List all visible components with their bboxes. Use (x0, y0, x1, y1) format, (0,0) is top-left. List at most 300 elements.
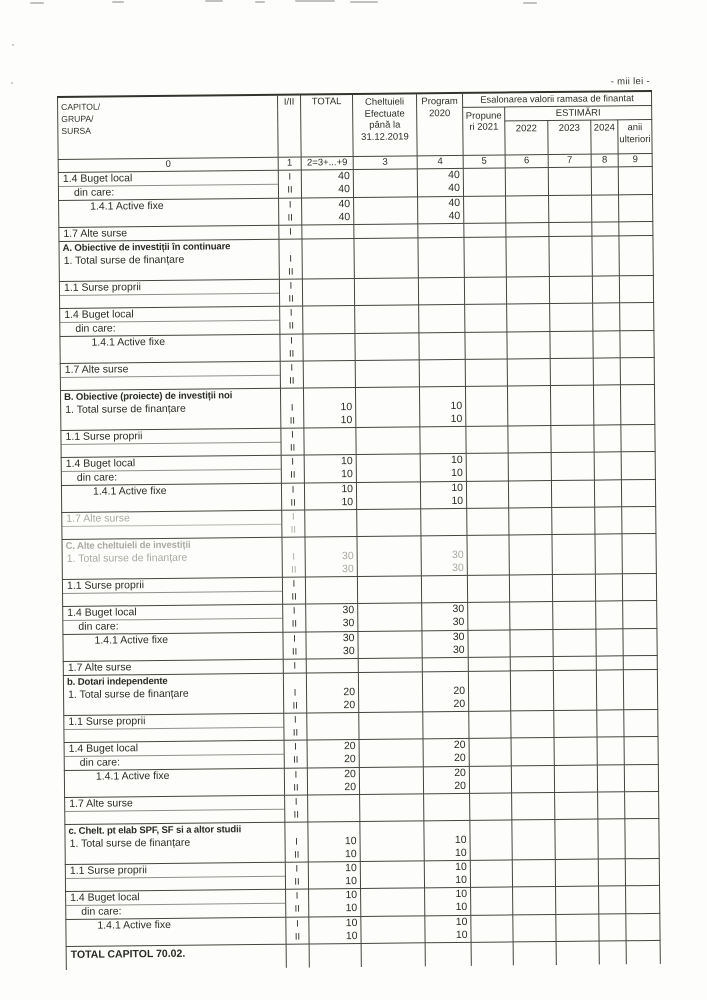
cell-propuneri-2021 (465, 386, 507, 426)
cell-program-2020 (425, 942, 471, 966)
cell-2024 (596, 601, 623, 629)
header-capitol-grupa-sursa (58, 95, 279, 160)
cell-cheltuieli-2019 (360, 821, 424, 862)
cell-cheltuieli-2019 (358, 658, 422, 673)
cell-cheltuieli-2019 (359, 767, 423, 795)
cell-label: c. Chelt. pt elab SPF, SF si a altor studii 1. Total surse de finanțare (65, 822, 285, 864)
section-row (59, 235, 653, 281)
index-cell: 4 (417, 155, 463, 168)
cell-marker: I II (279, 198, 302, 225)
cell-2024 (599, 914, 626, 941)
cell-2024 (598, 819, 625, 859)
cell-marker: I II (284, 713, 307, 740)
cell-2022 (513, 914, 556, 941)
cell-propuneri-2021 (469, 738, 511, 766)
cell-propuneri-2021 (465, 359, 507, 386)
cell-propuneri-2021 (467, 535, 509, 575)
cell-cheltuieli-2019 (361, 916, 425, 944)
cell-2022 (507, 332, 550, 359)
cell-propuneri-2021 (469, 711, 511, 738)
cell-program-2020 (421, 508, 467, 535)
cell-marker: I II (286, 917, 309, 944)
section-row (60, 384, 654, 430)
header-sursa-line: SURSA (61, 125, 92, 136)
cell-total (309, 943, 361, 967)
cell-marker: I II (284, 768, 307, 795)
cell-program-2020: 10 10 (425, 887, 471, 915)
cell-total: 40 40 (302, 198, 354, 226)
cell-propuneri-2021 (466, 481, 508, 508)
cell-program-2020 (418, 223, 464, 237)
cell-2023 (550, 385, 593, 425)
cell-anii-ulteriori (625, 858, 659, 885)
table-header (58, 91, 653, 173)
cell-2022 (510, 602, 553, 630)
cell-program-2020: 10 10 (424, 820, 470, 860)
cell-cheltuieli-2019 (359, 739, 423, 768)
cell-propuneri-2021 (465, 332, 507, 359)
cell-program-2020: 20 20 (422, 671, 468, 711)
cell-total: 20 20 (307, 739, 359, 768)
cell-anii-ulteriori (624, 764, 658, 791)
cell-marker: I (283, 659, 306, 673)
cell-2022 (509, 508, 552, 535)
cell-total: 10 10 (303, 387, 355, 428)
cell-2024 (597, 737, 624, 765)
index-cell: 1 (278, 157, 301, 170)
cell-2022 (508, 453, 551, 481)
cell-2023 (554, 737, 597, 765)
cell-label: 1.4 Buget local din care: (60, 306, 280, 336)
cell-cheltuieli-2019 (356, 427, 420, 455)
cell-cheltuieli-2019 (358, 631, 422, 659)
cell-label: 1.1 Surse proprii (62, 577, 282, 606)
cell-program-2020 (419, 359, 465, 386)
cell-anii-ulteriori (620, 357, 654, 384)
cell-total (307, 712, 359, 740)
cell-2022 (508, 426, 551, 453)
scan-artifact (11, 82, 13, 84)
cell-marker: I II (283, 604, 306, 632)
cell-2022 (510, 630, 553, 657)
cell-2022 (508, 481, 551, 508)
cell-label: 1.1 Surse proprii (59, 279, 279, 308)
header-program-2020: Program 2020 (416, 93, 463, 156)
cell-2024 (593, 385, 620, 425)
cell-marker: I II (283, 673, 306, 713)
header-propuneri-2021: Propuneri 2021 (463, 107, 505, 155)
index-cell: 8 (591, 154, 618, 167)
cell-anii-ulteriori (622, 533, 656, 573)
cell-2023 (548, 167, 591, 195)
cell-cheltuieli-2019 (356, 482, 420, 510)
header-cheltuieli-efectuate: Cheltuieli Efectuate până la 31.12.2019 (352, 93, 417, 156)
cell-propuneri-2021 (465, 304, 507, 332)
cell-2024 (592, 236, 619, 276)
cell-2024 (599, 941, 626, 965)
cell-anii-ulteriori (626, 940, 660, 964)
cell-program-2020 (421, 575, 467, 602)
cell-cheltuieli-2019 (357, 576, 421, 604)
cell-label: 1.4 Buget local din care: (66, 889, 286, 919)
cell-anii-ulteriori (623, 600, 657, 628)
cell-2023 (553, 656, 596, 670)
cell-total: 10 10 (309, 916, 361, 944)
cell-2023 (553, 629, 596, 656)
header-i-ii: I/II (277, 95, 301, 158)
cell-program-2020 (423, 711, 469, 738)
cell-2024 (595, 574, 622, 601)
cell-total: 40 40 (301, 170, 353, 199)
index-cell: 0 (58, 157, 278, 172)
cell-label: 1.7 Alte surse (62, 510, 282, 539)
cell-propuneri-2021 (471, 887, 513, 915)
budget-table (57, 90, 661, 970)
cell-propuneri-2021 (469, 766, 511, 793)
cell-label: 1.7 Alte surse (59, 225, 279, 241)
cell-2023 (550, 358, 593, 385)
cell-2022 (511, 766, 554, 793)
header-2023: 2023 (548, 120, 591, 154)
cell-2023 (554, 710, 597, 737)
cell-anii-ulteriori (620, 330, 654, 357)
cell-total (302, 225, 354, 240)
header-esalonarea-group: Esalonarea valorii ramasa de finantat (462, 91, 651, 107)
cell-cheltuieli-2019 (361, 943, 425, 967)
cell-2023 (549, 276, 592, 303)
cell-program-2020 (424, 793, 470, 820)
cell-program-2020: 10 10 (420, 453, 466, 481)
cell-marker: I II (285, 822, 308, 862)
cell-cheltuieli-2019 (354, 278, 418, 306)
section-row (65, 818, 659, 864)
cell-total (302, 239, 354, 280)
cell-2024 (596, 670, 623, 710)
cell-marker: I II (282, 510, 305, 537)
cell-anii-ulteriori (622, 573, 656, 600)
cell-program-2020: 40 40 (417, 168, 463, 196)
cell-label: 1.1 Surse proprii (65, 862, 285, 891)
cell-marker: I II (279, 239, 302, 279)
scan-artifact (523, 2, 537, 4)
index-cell: 6 (505, 155, 548, 168)
cell-label: 1.1 Surse proprii (64, 713, 284, 742)
cell-2024 (598, 859, 625, 886)
cell-label: 1.7 Alte surse (60, 361, 280, 390)
cell-propuneri-2021 (468, 657, 510, 671)
cell-program-2020: 10 10 (425, 915, 471, 942)
cell-propuneri-2021 (468, 602, 510, 630)
cell-total: 20 20 (307, 767, 359, 795)
cell-cheltuieli-2019 (360, 794, 424, 822)
cell-total: 30 30 (306, 603, 358, 632)
cell-program-2020 (419, 304, 465, 332)
cell-2024 (597, 710, 624, 737)
cell-propuneri-2021 (464, 196, 506, 223)
cell-total (305, 509, 357, 537)
cell-program-2020: 10 10 (420, 481, 466, 508)
cell-cheltuieli-2019 (354, 238, 418, 279)
cell-propuneri-2021 (463, 168, 505, 196)
cell-label: 1.1 Surse proprii (61, 428, 281, 457)
cell-cheltuieli-2019 (354, 197, 418, 225)
cell-total (303, 333, 355, 361)
cell-2022 (506, 277, 549, 304)
cell-2023 (555, 792, 598, 819)
cell-2022 (509, 575, 552, 602)
header-total: TOTAL (300, 94, 353, 157)
scan-artifact (350, 1, 378, 3)
cell-cheltuieli-2019 (355, 360, 419, 388)
cell-2024 (592, 195, 619, 222)
cell-cheltuieli-2019 (360, 861, 424, 889)
cell-2023 (550, 331, 593, 358)
header-2022: 2022 (505, 121, 548, 155)
cell-2024 (596, 656, 623, 670)
cell-marker (286, 944, 309, 968)
cell-propuneri-2021 (468, 671, 510, 711)
cell-2022 (512, 859, 555, 886)
cell-label: b. Dotari independente 1. Total surse de finanțare (63, 673, 283, 715)
cell-2024 (593, 303, 620, 331)
section-row (62, 533, 656, 579)
cell-2022 (510, 671, 553, 711)
cell-program-2020: 20 20 (423, 738, 469, 766)
cell-cheltuieli-2019 (356, 454, 420, 483)
cell-anii-ulteriori (619, 275, 653, 302)
cell-total: 10 10 (309, 888, 361, 917)
cell-anii-ulteriori (621, 451, 655, 479)
cell-label: 1.7 Alte surse (65, 795, 285, 824)
cell-label: 1.4 Buget local din care: (64, 740, 284, 770)
cell-2023 (553, 601, 596, 629)
total-row (66, 940, 660, 970)
index-cell: 7 (548, 154, 591, 167)
cell-total (303, 360, 355, 388)
cell-label: 1.7 Alte surse (63, 659, 283, 675)
cell-anii-ulteriori (626, 885, 660, 913)
cell-2023 (549, 195, 592, 222)
cell-marker: I II (283, 632, 306, 659)
cell-label: 1.4.1 Active fixe (59, 198, 279, 227)
cell-2023 (552, 507, 595, 534)
cell-marker: I II (284, 740, 307, 768)
cell-2022 (507, 359, 550, 386)
cell-2024 (594, 425, 621, 452)
cell-anii-ulteriori (625, 818, 659, 858)
cell-program-2020: 40 40 (418, 196, 464, 223)
scan-artifact (205, 0, 223, 2)
cell-anii-ulteriori (622, 506, 656, 533)
cell-label: A. Obiective de investiții în continuare 1. Total surse de finanțare (59, 239, 279, 281)
cell-2024 (595, 534, 622, 574)
cell-2023 (555, 859, 598, 886)
cell-2024 (592, 276, 619, 303)
cell-propuneri-2021 (466, 453, 508, 481)
cell-2024 (594, 452, 621, 480)
cell-program-2020: 20 20 (423, 766, 469, 793)
cell-total (305, 576, 357, 604)
cell-label: C. Alte cheltuieli de investiții 1. Total surse de finanțare (62, 537, 282, 579)
cell-2023 (556, 886, 599, 914)
cell-propuneri-2021 (470, 793, 512, 820)
cell-2023 (551, 480, 594, 507)
cell-label: 1.4.1 Active fixe (60, 334, 280, 363)
cell-2022 (507, 304, 550, 332)
unit-note: - mii lei - (610, 75, 650, 88)
cell-anii-ulteriori (623, 669, 657, 709)
cell-propuneri-2021 (467, 508, 509, 535)
cell-label: B. Obiective (proiecte) de investiții noi 1. Total surse de finanțare (60, 388, 280, 430)
cell-marker: I II (280, 334, 303, 361)
cell-marker: I II (280, 361, 303, 388)
cell-total: 10 10 (308, 821, 360, 862)
cell-total: 10 10 (304, 482, 356, 510)
cell-2022 (513, 886, 556, 914)
cell-total: 10 10 (304, 454, 356, 483)
table-body (58, 166, 660, 969)
cell-cheltuieli-2019 (353, 169, 417, 198)
cell-2024 (593, 358, 620, 385)
cell-marker: I II (280, 306, 303, 334)
cell-2023 (555, 819, 598, 859)
cell-2022 (506, 196, 549, 223)
cell-program-2020: 30 30 (422, 630, 468, 657)
cell-2023 (551, 425, 594, 452)
cell-anii-ulteriori (621, 424, 655, 451)
cell-2024 (593, 331, 620, 358)
cell-anii-ulteriori (621, 479, 655, 506)
cell-2022 (506, 237, 549, 277)
cell-marker: I II (280, 388, 303, 428)
cell-anii-ulteriori (626, 913, 660, 940)
cell-2023 (552, 534, 595, 574)
cell-propuneri-2021 (470, 820, 512, 860)
cell-2022 (506, 223, 549, 237)
cell-total: 10 10 (308, 861, 360, 889)
cell-marker: I II (285, 795, 308, 822)
cell-propuneri-2021 (468, 630, 510, 657)
cell-propuneri-2021 (471, 942, 513, 966)
cell-cheltuieli-2019 (361, 888, 425, 917)
cell-marker: I (279, 225, 302, 239)
cell-2023 (549, 222, 592, 236)
cell-anii-ulteriori (623, 628, 657, 655)
cell-anii-ulteriori (624, 736, 658, 764)
cell-total (308, 794, 360, 822)
cell-2023 (550, 303, 593, 331)
cell-label: 1.4.1 Active fixe (61, 483, 281, 512)
cell-label: 1.4.1 Active fixe (64, 768, 284, 797)
cell-program-2020 (420, 426, 466, 453)
cell-anii-ulteriori (619, 194, 653, 221)
scan-artifact (255, 1, 265, 3)
cell-propuneri-2021 (471, 915, 513, 942)
cell-propuneri-2021 (464, 277, 506, 304)
index-cell: 3 (353, 156, 417, 170)
cell-2023 (556, 941, 599, 965)
cell-2022 (507, 386, 550, 426)
cell-cheltuieli-2019 (357, 536, 421, 577)
cell-2024 (597, 765, 624, 792)
cell-2022 (513, 941, 556, 965)
scan-artifact (112, 1, 124, 3)
cell-2023 (556, 914, 599, 941)
cell-marker: I II (282, 577, 305, 604)
header-grupa-line: GRUPA/ (61, 113, 94, 124)
scan-artifact (12, 44, 14, 46)
cell-program-2020 (419, 332, 465, 359)
cell-program-2020: 30 30 (422, 602, 468, 630)
index-cell: 5 (463, 155, 505, 168)
cell-marker: I II (282, 537, 305, 577)
cell-anii-ulteriori (624, 709, 658, 736)
cell-marker: I II (285, 862, 308, 889)
cell-propuneri-2021 (464, 223, 506, 237)
cell-2022 (512, 792, 555, 819)
cell-marker: I II (281, 455, 304, 483)
header-anii-ulteriori: anii ulteriori (618, 119, 652, 153)
cell-2022 (510, 657, 553, 671)
cell-anii-ulteriori (623, 655, 657, 669)
cell-anii-ulteriori (620, 302, 654, 330)
cell-2023 (552, 574, 595, 601)
cell-propuneri-2021 (467, 575, 509, 602)
cell-2023 (553, 670, 596, 710)
cell-label: 1.4.1 Active fixe (63, 632, 283, 661)
budget-sheet (57, 75, 660, 970)
cell-cheltuieli-2019 (355, 387, 419, 428)
cell-label: 1.4 Buget local din care: (63, 604, 283, 634)
cell-2024 (599, 886, 626, 914)
cell-2023 (549, 236, 592, 276)
cell-cheltuieli-2019 (354, 224, 418, 239)
cell-total: 30 30 (305, 536, 357, 577)
cell-program-2020 (422, 657, 468, 671)
cell-program-2020: 30 30 (421, 535, 467, 575)
cell-propuneri-2021 (466, 426, 508, 453)
cell-total (302, 278, 354, 306)
cell-2022 (511, 711, 554, 738)
cell-marker: I II (278, 170, 301, 198)
cell-marker: I II (281, 428, 304, 455)
cell-cheltuieli-2019 (358, 672, 422, 713)
cell-anii-ulteriori (619, 221, 653, 235)
cell-program-2020 (418, 277, 464, 304)
cell-anii-ulteriori (618, 166, 652, 194)
header-capitol-line: CAPITOL/ (61, 101, 101, 112)
cell-label: 1.4 Buget local din care: (58, 170, 278, 200)
scan-artifact (295, 0, 335, 2)
cell-label: 1.4 Buget local din care: (61, 455, 281, 485)
cell-total: 30 30 (306, 631, 358, 659)
cell-cheltuieli-2019 (359, 712, 423, 740)
cell-cheltuieli-2019 (355, 333, 419, 361)
cell-total: 20 20 (306, 672, 358, 713)
cell-program-2020 (418, 237, 464, 277)
cell-cheltuieli-2019 (358, 603, 422, 632)
cell-propuneri-2021 (464, 237, 506, 277)
header-2024: 2024 (591, 120, 618, 154)
cell-anii-ulteriori (619, 235, 653, 275)
cell-cheltuieli-2019 (357, 509, 421, 537)
cell-propuneri-2021 (470, 860, 512, 887)
cell-2022 (505, 168, 548, 196)
section-row (63, 669, 657, 715)
cell-2022 (511, 738, 554, 766)
cell-anii-ulteriori (620, 384, 654, 424)
cell-label: TOTAL CAPITOL 70.02. (66, 944, 286, 970)
